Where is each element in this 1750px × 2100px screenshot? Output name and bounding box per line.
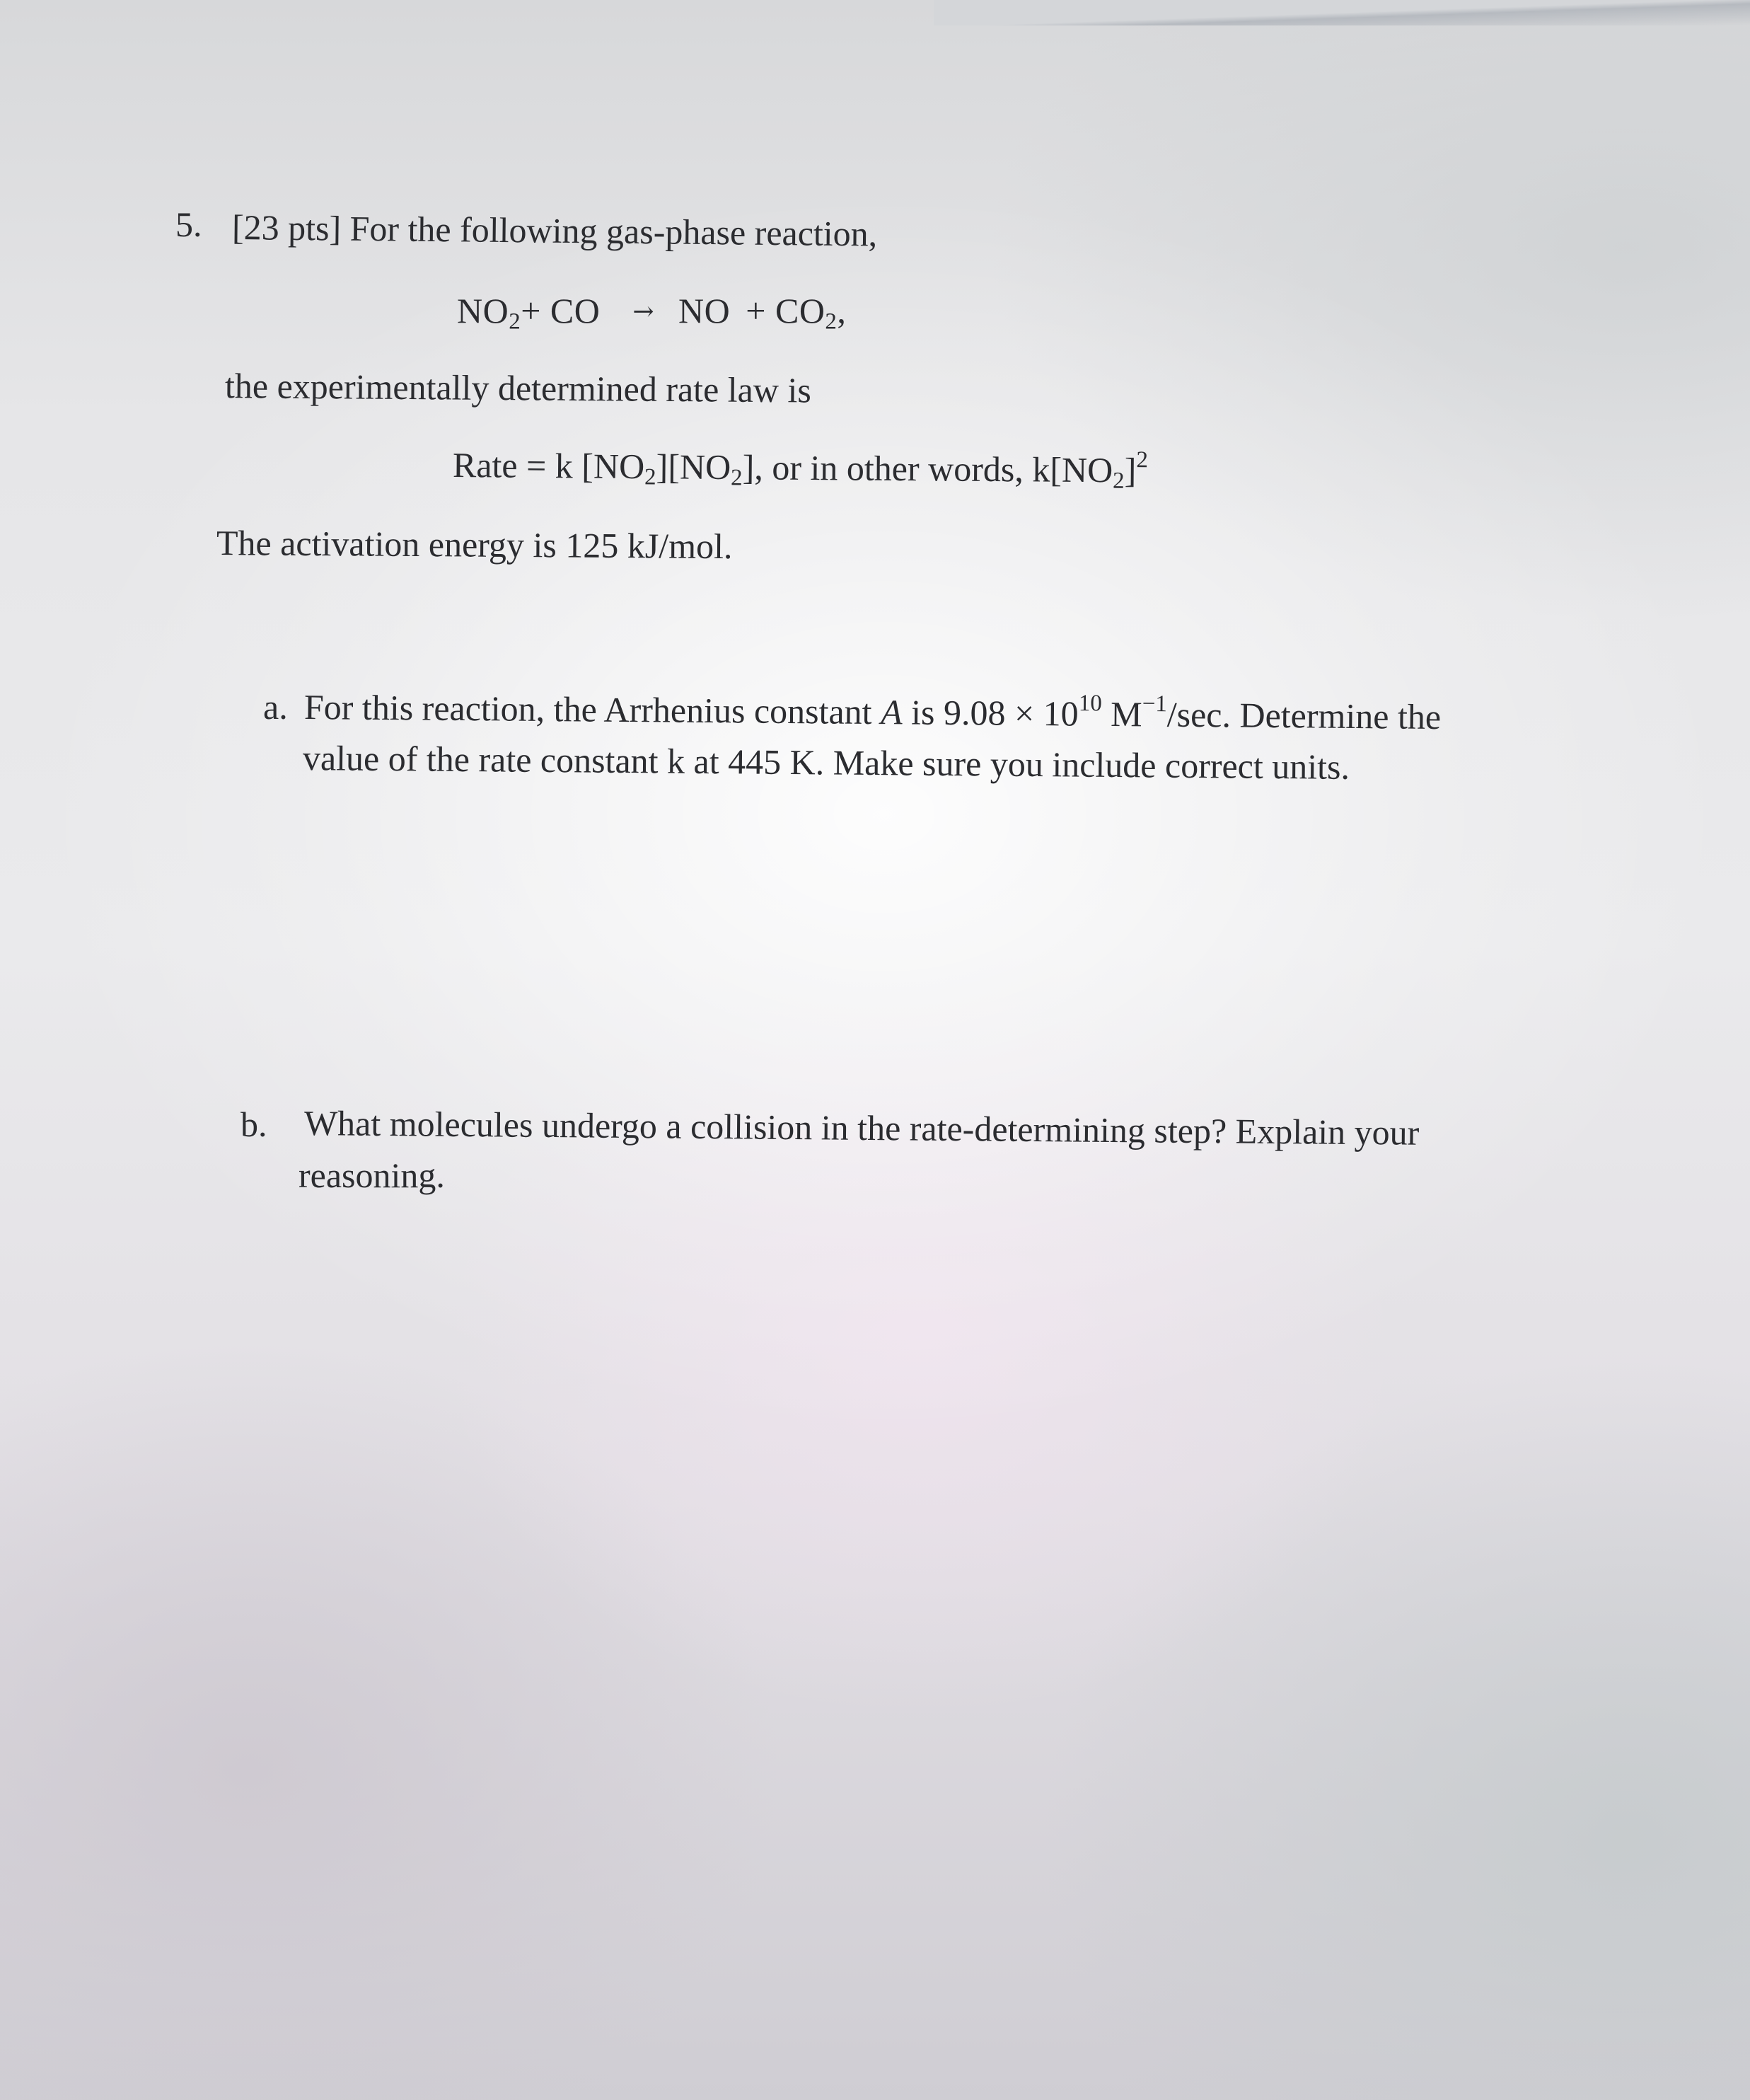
product-co2: + CO bbox=[746, 291, 825, 330]
reaction-equation bbox=[457, 291, 847, 335]
part-b-text-line-1: What molecules undergo a collision in the rate-determining step? Explain your bbox=[303, 1103, 1420, 1153]
part-b-text-line-2: reasoning. bbox=[299, 1155, 445, 1195]
rate-law-sub-3: 2 bbox=[1112, 468, 1125, 494]
reactant-co: + CO bbox=[521, 291, 601, 330]
part-a-post: /sec. Determine the bbox=[1166, 694, 1442, 737]
part-a-pre: For this reaction, the Arrhenius constant bbox=[303, 687, 881, 732]
rate-law-mid-1: ][NO bbox=[656, 446, 731, 487]
part-a-unit-exponent: −1 bbox=[1142, 691, 1168, 717]
part-b-label: b. bbox=[241, 1104, 267, 1144]
product-co2-subscript: 2 bbox=[825, 308, 838, 335]
rate-law-equation bbox=[452, 445, 1149, 494]
reaction-arrow-icon: → bbox=[632, 297, 655, 326]
part-a-exponent: 10 bbox=[1078, 691, 1102, 717]
part-a-label: a. bbox=[263, 687, 288, 727]
part-a-value: is 9.08 × 10 bbox=[902, 692, 1079, 734]
rate-law-mid-2: ], or in other words, k[NO bbox=[742, 447, 1113, 490]
arrhenius-variable: A bbox=[880, 692, 903, 732]
question-number: 5. bbox=[175, 204, 202, 244]
rate-law-start: Rate = k [NO bbox=[452, 445, 645, 487]
question-intro: [23 pts] For the following gas-phase reaction, bbox=[231, 207, 878, 254]
rate-law-close: ] bbox=[1124, 450, 1137, 490]
part-a-text-line-1 bbox=[303, 687, 1442, 737]
part-a-text-line-2: value of the rate constant k at 445 K. Make sure you include correct units. bbox=[302, 738, 1350, 787]
rate-law-sub-1: 2 bbox=[644, 464, 656, 490]
part-a-unit: M bbox=[1101, 693, 1142, 734]
reactant-no2-subscript: 2 bbox=[509, 308, 521, 335]
reactant-no2: NO bbox=[457, 291, 509, 330]
rate-law-intro: the experimentally determined rate law is bbox=[224, 366, 812, 410]
product-no: NO bbox=[678, 291, 731, 330]
rate-law-sub-2: 2 bbox=[730, 465, 743, 491]
equation-comma: , bbox=[837, 291, 847, 330]
activation-energy-text: The activation energy is 125 kJ/mol. bbox=[216, 523, 733, 567]
rate-law-exponent: 2 bbox=[1136, 447, 1149, 473]
